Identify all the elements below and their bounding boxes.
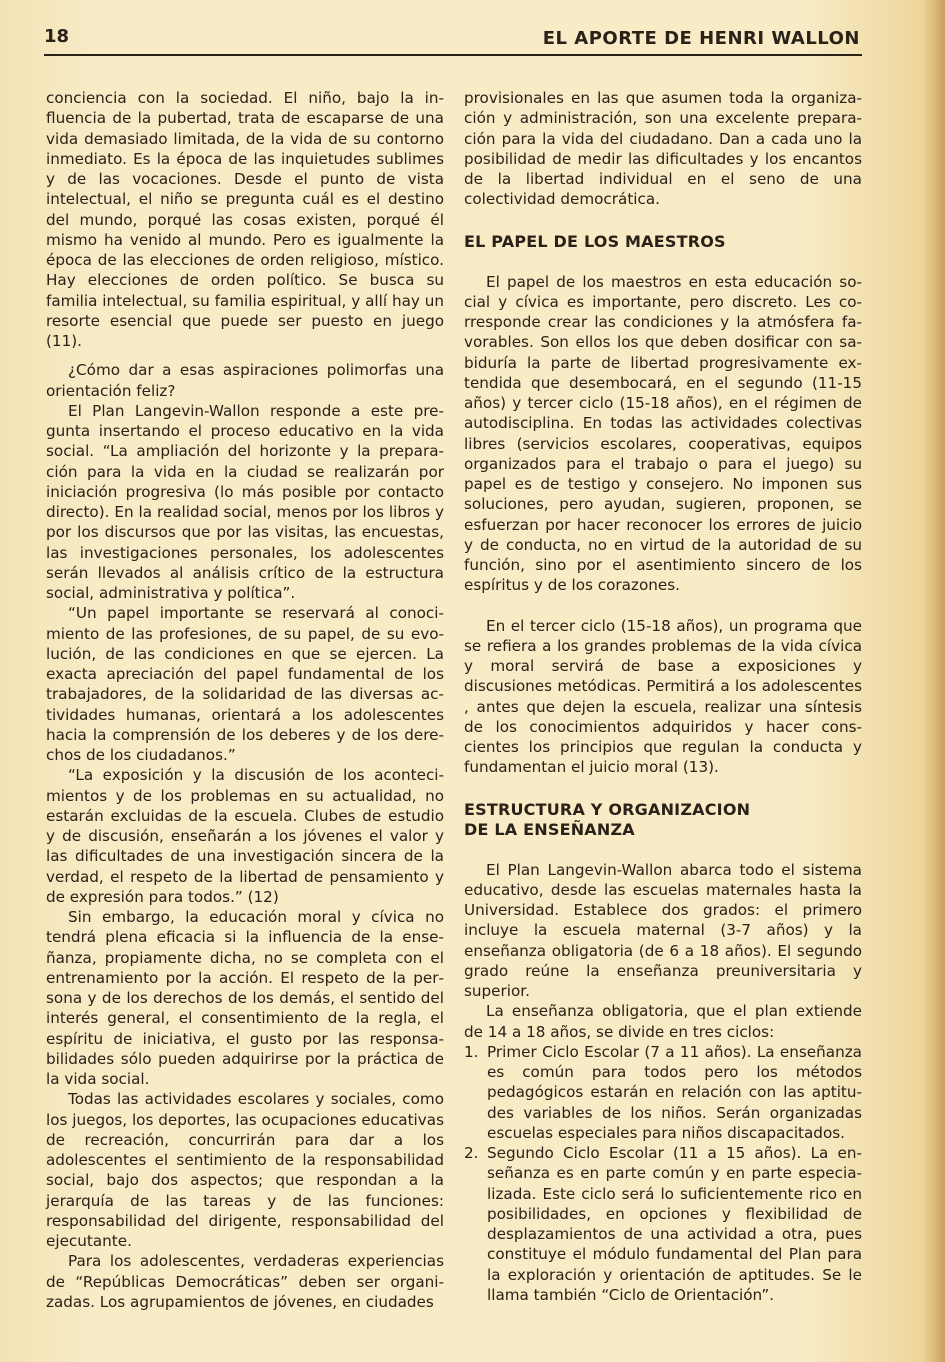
list-text: Primer Ciclo Escolar (7 a 11 años). La enseñanza es común para todos pero los métodos pedagógicos estarán en relación con las aptitudes variables de los niños. Serán organizadas escuelas especiales para niños discapacitados.: [487, 1042, 862, 1142]
list-item: [464, 1042, 862, 1143]
paragraph: Para los adolescentes, verdaderas experiencias de “Repúblicas Democráticas” deben ser organizadas. Los agrupamientos de jóvenes, en ciudades: [46, 1252, 444, 1311]
paragraph: Todas las actividades escolares y sociales, como los juegos, los deportes, las ocupaciones educativas de recreación, concurrirán para dar a los adolescentes el sentimiento de la responsabilidad social, bajo dos aspectos; que respondan a la jerarquía de las tareas y de las funciones: responsabilidad del dirigente, responsabilidad del ejecutante.: [46, 1090, 444, 1250]
paragraph: La enseñanza obligatoria, que el plan extiende de 14 a 18 años, se divide en tres ciclos:: [464, 1002, 862, 1041]
cycles-list: [464, 1042, 862, 1305]
paragraph: El Plan Langevin-Wallon abarca todo el sistema educativo, desde las escuelas maternales hasta la Universidad. Establece dos grados: el primero incluye la escuela maternal (3-7 años) y la enseñanza obligatoria (de 6 a 18 años). El segundo grado reúne la enseñanza preuniversitaria y superior.: [464, 860, 862, 1000]
left-column: [46, 88, 444, 1312]
heading-line: DE LA ENSEÑANZA: [464, 819, 635, 839]
page-header: [44, 26, 862, 56]
paragraph: “La exposición y la discusión de los acontecimientos y de los problemas en su actualidad, no estarán excluidas de la escuela. Clubes de estudio y de discusión, enseñarán a los jóvenes el valor y las dificultades de una investigación sincera de la verdad, el respeto de la libertad de pensamiento y de expresión para todos.” (12): [46, 766, 444, 906]
paragraph: conciencia con la sociedad. El niño, bajo la influencia de la pubertad, trata de escaparse de una vida demasiado limitada, de la vida de su contorno inmediato. Es la época de las inquietudes sublimes y de las vocaciones. Desde el punto de vista intelectual, el niño se pregunta cuál es el destino del mundo, porqué las cosas existen, porqué él mismo ha venido al mundo. Pero es igualmente la época de las elecciones de orden religioso, místico. Hay elecciones de orden político. Se busca su familia intelectual, su familia espiritual, y allí hay un resorte esencial que puede ser puesto en juego (11).: [46, 89, 444, 350]
page-number: 18: [44, 26, 70, 47]
paragraph: Sin embargo, la educación moral y cívica no tendrá plena eficacia si la influencia de la enseñanza, propiamente dicha, no se completa con el entrenamiento por la acción. El respeto de la persona y de los derechos de los demás, el sentido del interés general, el consentimiento de la regla, el espíritu de iniciativa, el gusto por las responsabilidades sólo pueden adquirirse por la práctica de la vida social.: [46, 908, 444, 1088]
paragraph: provisionales en las que asumen toda la organización y administración, son una excelente preparación para la vida del ciudadano. Dan a cada uno la posibilidad de medir las dificultades y los encantos de la libertad individual en el seno de una colectividad democrática.: [464, 89, 862, 209]
list-number: 2.: [464, 1144, 479, 1162]
list-item: [464, 1143, 862, 1305]
list-text: Segundo Ciclo Escolar (11 a 15 años). La enseñanza es en parte común y en parte especializada. Este ciclo será lo suficientemente rico en posibilidades, en opciones y flexibilidad de desplazamientos de una actividad a otra, pues constituye el módulo fundamental del Plan para la exploración y orientación de aptitudes. Se le llama también “Ciclo de Orientación”.: [487, 1144, 862, 1304]
paragraph: “Un papel importante se reservará al conocimiento de las profesiones, de su papel, de su evolución, de las condiciones en que se ejercen. La exacta apreciación del papel fundamental de los trabajadores, de la solidaridad de las diversas actividades humanas, orientará a los adolescentes hacia la comprensión de los deberes y de los derechos de los ciudadanos.”: [46, 604, 444, 764]
running-title: EL APORTE DE HENRI WALLON: [542, 28, 860, 49]
paragraph: ¿Cómo dar a esas aspiraciones polimorfas una orientación feliz?: [46, 361, 444, 400]
heading-line: ESTRUCTURA Y ORGANIZACION: [464, 799, 751, 819]
section-heading-estructura: [464, 800, 862, 840]
section-heading-maestros: EL PAPEL DE LOS MAESTROS: [464, 231, 726, 251]
paragraph: En el tercer ciclo (15-18 años), un programa que se refiera a los grandes problemas de la vida cívica y moral servirá de base a exposiciones y discusiones metódicas. Permitirá a los adolescentes , antes que dejen la escuela, realizar una síntesis de los conocimientos adquiridos y hacer conscientes los principios que regulan la conducta y fundamentan el juicio moral (13).: [464, 616, 862, 777]
right-column: [464, 88, 862, 1305]
list-number: 1.: [464, 1042, 479, 1061]
paragraph: El Plan Langevin-Wallon responde a este pregunta insertando el proceso educativo en la vida social. “La ampliación del horizonte y la preparación para la vida en la ciudad se realizarán por iniciación progresiva (lo más posible por contacto directo). En la realidad social, menos por los libros y por los discursos que por las visitas, las encuestas, las investigaciones personales, los adolescentes serán llevados al análisis crítico de la estructura social, administrativa y política”.: [46, 401, 444, 602]
paragraph: El papel de los maestros en esta educación social y cívica es importante, pero discreto. Les corresponde crear las condiciones y la atmósfera favorables. Son ellos los que deben dosificar con sabiduría la parte de libertad progresivamente extendida que desembocará, en el segundo (11-15 años) y tercer ciclo (15-18 años), en el régimen de autodisciplina. En todas las actividades colectivas libres (servicios escolares, cooperativas, equipos organizados para el trabajo o para el juego) su papel es de testigo y consejero. No imponen sus soluciones, pero ayudan, sugieren, proponen, se esfuerzan por hacer reconocer los errores de juicio y de conducta, no en virtud de la autoridad de su función, sino por el asentimiento sincero de los espíritus y de los corazones.: [464, 272, 862, 595]
page-edge-shadow: [923, 0, 945, 1362]
